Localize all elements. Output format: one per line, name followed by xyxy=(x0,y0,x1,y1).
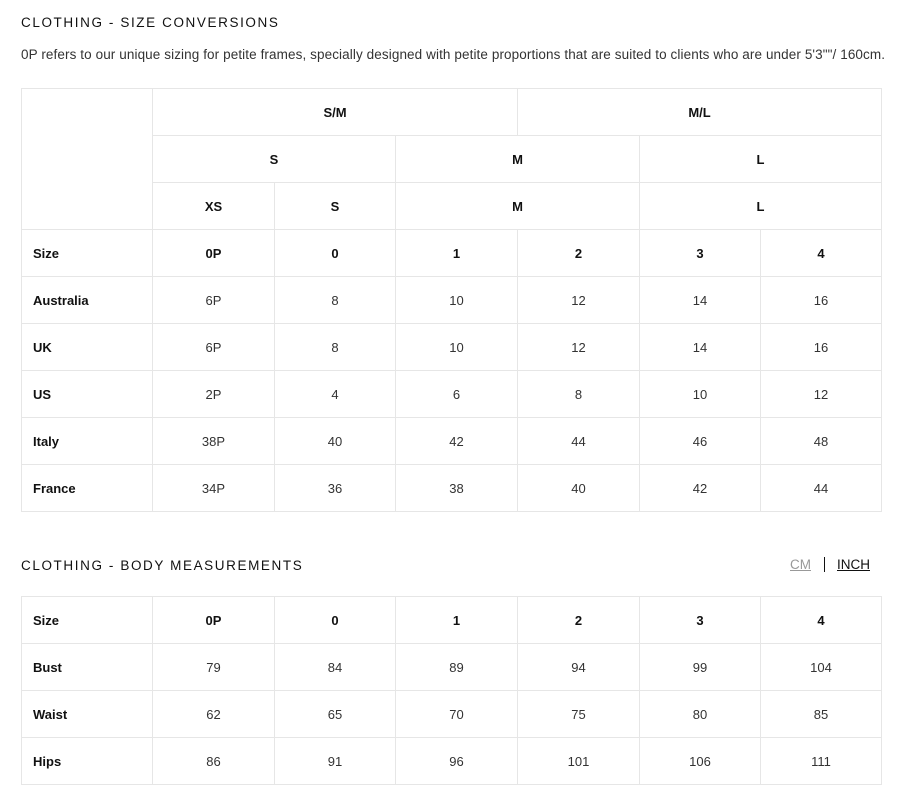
table-cell: 40 xyxy=(275,418,396,465)
table-cell: 96 xyxy=(396,738,518,785)
size-header-cell: 2 xyxy=(518,230,640,277)
table-cell: 84 xyxy=(275,644,396,691)
table-cell: 65 xyxy=(275,691,396,738)
size-conversions-table xyxy=(21,88,882,512)
table-cell: 10 xyxy=(396,324,518,371)
unit-toggle xyxy=(790,557,870,572)
table-row xyxy=(22,324,882,371)
table-cell: 12 xyxy=(518,324,640,371)
table-cell: 79 xyxy=(153,644,275,691)
unit-cm-link[interactable]: CM xyxy=(790,557,811,572)
size-header-cell: 4 xyxy=(761,597,882,644)
size-header-cell: 0 xyxy=(275,597,396,644)
table-cell: 94 xyxy=(518,644,640,691)
row-label: UK xyxy=(22,324,153,371)
table-cell: 104 xyxy=(761,644,882,691)
table-cell: 80 xyxy=(640,691,761,738)
table-cell: 44 xyxy=(518,418,640,465)
size-header-row xyxy=(22,597,882,644)
table-cell: 12 xyxy=(518,277,640,324)
petite-sizing-note: 0P refers to our unique sizing for petite frames, specially designed with petite proportions that are suited to clients who are under 5'3""/ 160cm. xyxy=(21,47,886,62)
table-cell: 4 xyxy=(275,371,396,418)
group-header-m: M xyxy=(396,136,640,183)
table-cell: 8 xyxy=(275,277,396,324)
table-row xyxy=(22,691,882,738)
table-cell: 6P xyxy=(153,277,275,324)
size-header-cell: 3 xyxy=(640,597,761,644)
table-cell: 99 xyxy=(640,644,761,691)
table-cell: 70 xyxy=(396,691,518,738)
row-label: Italy xyxy=(22,418,153,465)
table-cell: 34P xyxy=(153,465,275,512)
table-cell: 38P xyxy=(153,418,275,465)
table-cell: 16 xyxy=(761,277,882,324)
table-cell: 6 xyxy=(396,371,518,418)
table-cell: 89 xyxy=(396,644,518,691)
table-cell: 40 xyxy=(518,465,640,512)
size-header-cell: 3 xyxy=(640,230,761,277)
size-header-cell: 1 xyxy=(396,597,518,644)
table-cell: 48 xyxy=(761,418,882,465)
table-cell: 46 xyxy=(640,418,761,465)
table-cell: 14 xyxy=(640,324,761,371)
group-header-sm: S/M xyxy=(153,89,518,136)
body-measurements-title: CLOTHING - BODY MEASUREMENTS xyxy=(21,558,304,573)
size-header-cell: 0 xyxy=(275,230,396,277)
size-header-cell: 2 xyxy=(518,597,640,644)
size-conversions-title: CLOTHING - SIZE CONVERSIONS xyxy=(21,15,280,30)
table-cell: 8 xyxy=(275,324,396,371)
table-row xyxy=(22,738,882,785)
row-label: Size xyxy=(22,597,153,644)
row-label: US xyxy=(22,371,153,418)
table-row xyxy=(22,277,882,324)
group-header-l: L xyxy=(640,183,882,230)
table-cell: 111 xyxy=(761,738,882,785)
empty-corner-cell xyxy=(22,89,153,230)
size-header-cell: 0P xyxy=(153,597,275,644)
table-cell: 14 xyxy=(640,277,761,324)
unit-inch-link[interactable]: INCH xyxy=(837,557,870,572)
table-cell: 91 xyxy=(275,738,396,785)
table-cell: 75 xyxy=(518,691,640,738)
row-label: France xyxy=(22,465,153,512)
size-header-cell: 0P xyxy=(153,230,275,277)
table-cell: 85 xyxy=(761,691,882,738)
group-header-l: L xyxy=(640,136,882,183)
row-label: Bust xyxy=(22,644,153,691)
table-cell: 62 xyxy=(153,691,275,738)
row-label: Waist xyxy=(22,691,153,738)
table-row xyxy=(22,644,882,691)
row-label: Australia xyxy=(22,277,153,324)
size-header-cell: 4 xyxy=(761,230,882,277)
table-cell: 44 xyxy=(761,465,882,512)
table-row xyxy=(22,465,882,512)
table-row xyxy=(22,418,882,465)
table-cell: 6P xyxy=(153,324,275,371)
table-cell: 36 xyxy=(275,465,396,512)
row-label: Hips xyxy=(22,738,153,785)
unit-divider xyxy=(824,557,825,572)
table-row xyxy=(22,89,882,136)
table-cell: 106 xyxy=(640,738,761,785)
row-label: Size xyxy=(22,230,153,277)
table-cell: 86 xyxy=(153,738,275,785)
table-cell: 42 xyxy=(640,465,761,512)
group-header-xs: XS xyxy=(153,183,275,230)
group-header-ml: M/L xyxy=(518,89,882,136)
group-header-s: S xyxy=(275,183,396,230)
body-measurements-table xyxy=(21,596,882,785)
table-cell: 2P xyxy=(153,371,275,418)
table-cell: 8 xyxy=(518,371,640,418)
group-header-m: M xyxy=(396,183,640,230)
table-cell: 16 xyxy=(761,324,882,371)
table-cell: 10 xyxy=(396,277,518,324)
size-header-row xyxy=(22,230,882,277)
table-cell: 42 xyxy=(396,418,518,465)
table-cell: 38 xyxy=(396,465,518,512)
table-cell: 12 xyxy=(761,371,882,418)
table-cell: 10 xyxy=(640,371,761,418)
size-header-cell: 1 xyxy=(396,230,518,277)
group-header-s: S xyxy=(153,136,396,183)
table-row xyxy=(22,371,882,418)
table-cell: 101 xyxy=(518,738,640,785)
